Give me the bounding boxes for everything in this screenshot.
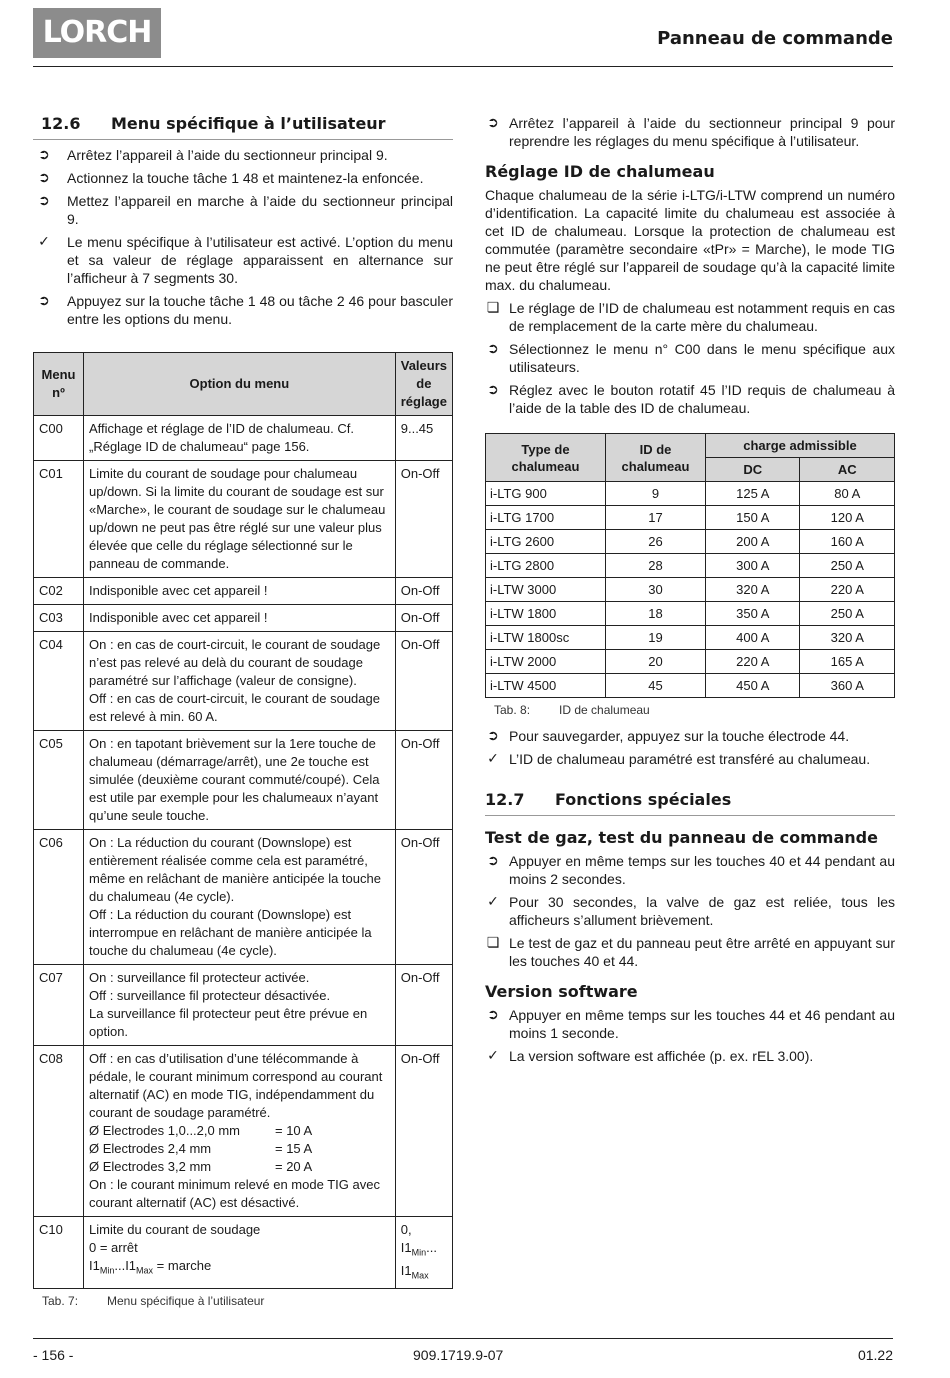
arrow-icon: ➲ — [487, 382, 499, 398]
table-row — [486, 650, 895, 674]
torch-id: 30 — [606, 578, 706, 602]
menu-value: On-Off — [395, 578, 452, 605]
header-divider — [33, 66, 893, 67]
table-row — [34, 1046, 453, 1217]
checkmark-icon: ✓ — [487, 751, 499, 767]
torch-dc: 125 A — [706, 482, 800, 506]
table-row — [486, 602, 895, 626]
table-row — [486, 506, 895, 530]
result-item — [33, 233, 453, 287]
menu-option-on: On : le courant minimum relevé en mode TIG avec courant alternatif (AC) est désactivé. — [89, 1177, 380, 1210]
instruction-text: Arrêtez l’appareil à l’aide du sectionneur principal 9 pour reprendre les réglages du menu spécifique à l’utilisateur. — [509, 115, 895, 149]
table-row — [486, 554, 895, 578]
electrode-diameter: Ø Electrodes 2,4 mm — [89, 1141, 212, 1156]
torch-id: 19 — [606, 626, 706, 650]
arrow-icon: ➲ — [487, 341, 499, 357]
menu-option: On : La réduction du courant (Downslope) est entièrement réalisée comme cela est paramétré, même en relâchant de manière anticipée la touche du chalumeau (4e cycle). — [89, 835, 381, 904]
result-text: Le menu spécifique à l’utilisateur est activé. L’option du menu et sa valeur de réglage apparaissent en alternance sur l’afficheur à 7 segments 30. — [67, 234, 453, 286]
arrow-icon: ➲ — [487, 115, 499, 131]
torch-dc: 200 A — [706, 530, 800, 554]
torch-ac: 250 A — [800, 602, 895, 626]
menu-code: C05 — [34, 731, 84, 830]
menu-value: On-Off — [395, 731, 452, 830]
torch-type: i-LTW 4500 — [486, 674, 606, 698]
electrode-diameter: Ø Electrodes 3,2 mm — [89, 1159, 212, 1174]
caption-text: Menu spécifique à l’utilisateur — [107, 1294, 265, 1309]
instruction-text: Pour sauvegarder, appuyez sur la touche électrode 44. — [509, 728, 850, 744]
left-column — [33, 114, 453, 1310]
paragraph: Chaque chalumeau de la série i-LTG/i-LTW comprend un numéro d’identification. La capacité limite du chalumeau est associée à cet ID de chalumeau. Lorsque la protection de chalumeau est commutée (paramètre secondaire «tPr» = Marche), le mode TIG ne peut être réglé sur l’appareil de soudage qu’à la capacité limite max. du chalumeau. — [485, 187, 895, 293]
result-item — [485, 893, 895, 929]
electrode-current: = 15 A — [275, 1141, 313, 1156]
electrode-row — [89, 1158, 390, 1176]
menu-code: C06 — [34, 830, 84, 965]
table-row — [34, 965, 453, 1046]
torch-type: i-LTG 900 — [486, 482, 606, 506]
electrode-row — [89, 1122, 390, 1140]
instruction-text: Réglez avec le bouton rotatif 45 l’ID requis de chalumeau à l’aide de la table des ID de chalumeau. — [509, 382, 895, 416]
electrode-current: = 10 A — [275, 1123, 313, 1138]
section-divider — [485, 815, 895, 816]
menu-code: C04 — [34, 632, 84, 731]
table-row — [34, 578, 453, 605]
torch-id: 26 — [606, 530, 706, 554]
menu-code: C08 — [34, 1046, 84, 1217]
menu-value: 0, — [400, 1222, 412, 1237]
menu-option-cell — [84, 830, 396, 965]
current-symbol: I1 — [400, 1262, 412, 1278]
menu-option: On : en tapotant brièvement sur la 1ere touche de chalumeau (démarrage/arrêt), une 2e touche est simulée (deuxième courant commuté/coupé). Cela est utile par exemple pour les chalumeaux n’ayant qu’une seule touche. — [84, 731, 396, 830]
instruction-text: Mettez l’appareil en marche à l’aide du sectionneur principal 9. — [67, 193, 453, 227]
menu-option: Affichage et réglage de l’ID de chalumeau. Cf. „Réglage ID de chalumeau“ page 156. — [84, 416, 396, 461]
result-item — [485, 1047, 895, 1065]
arrow-icon: ➲ — [38, 193, 50, 209]
current-symbol: I1 — [89, 1258, 100, 1273]
menu-option-note: La surveillance fil protecteur peut être prévue en option. — [89, 1006, 368, 1039]
torch-id: 9 — [606, 482, 706, 506]
menu-option-off: Off : surveillance fil protecteur désactivée. — [89, 988, 331, 1003]
arrow-icon: ➲ — [38, 293, 50, 309]
torch-ac: 220 A — [800, 578, 895, 602]
document-date: 01.22 — [857, 1347, 893, 1363]
torch-ac: 120 A — [800, 506, 895, 530]
menu-option: Limite du courant de soudage — [89, 1222, 261, 1237]
menu-option: Off : en cas d’utilisation d’une télécommande à pédale, le courant minimum correspond au courant alternatif (AC) en mode TIG, indépendamment du courant de soudage paramétré. — [89, 1051, 383, 1120]
menu-option: On : surveillance fil protecteur activée. — [89, 970, 310, 985]
table-row — [486, 530, 895, 554]
table-row — [486, 482, 895, 506]
arrow-icon: ➲ — [487, 853, 499, 869]
page-header-title: Panneau de commande — [657, 28, 893, 49]
instruction-text: Arrêtez l’appareil à l’aide du sectionneur principal 9. — [67, 147, 388, 163]
menu-code: C07 — [34, 965, 84, 1046]
header-torch-type: Type de chalumeau — [486, 434, 606, 482]
menu-option: Limite du courant de soudage pour chalumeau up/down. Si la limite du courant de soudage est sur «Marche», le courant de soudage sur le chalumeau up/down ne peut pas être réglé sur une valeur plus élevée que celle du réglage sélectionné sur le panneau de commande. — [84, 461, 396, 578]
footer-divider — [33, 1338, 893, 1339]
menu-option-off: Off : en cas de court-circuit, le courant de soudage est relevé à min. 60 A. — [89, 691, 380, 724]
torch-id: 45 — [606, 674, 706, 698]
menu-option-cell — [84, 1046, 396, 1217]
section-divider — [33, 139, 453, 140]
torch-type: i-LTG 1700 — [486, 506, 606, 530]
section-heading-12-7 — [485, 790, 895, 815]
torch-type: i-LTG 2600 — [486, 530, 606, 554]
torch-dc: 300 A — [706, 554, 800, 578]
torch-dc: 400 A — [706, 626, 800, 650]
menu-value: 9...45 — [395, 416, 452, 461]
menu-option: On : en cas de court-circuit, le courant de soudage n’est pas relevé au delà du courant de soudage paramétré sur l’affichage (valeur de consigne). — [89, 637, 381, 688]
note-item — [485, 299, 895, 335]
note-text: Le test de gaz et du panneau peut être arrêté en appuyant sur les touches 40 et 44. — [509, 935, 895, 969]
instruction-item — [485, 340, 895, 376]
section-number: 12.6 — [41, 114, 81, 133]
checkmark-icon: ✓ — [487, 1048, 499, 1064]
instruction-item — [33, 146, 453, 164]
table-row — [34, 731, 453, 830]
note-item — [485, 934, 895, 970]
instruction-text: Appuyer en même temps sur les touches 44 et 46 pendant au moins 1 seconde. — [509, 1007, 895, 1041]
header-dc: DC — [706, 458, 800, 482]
section-title: Fonctions spéciales — [555, 790, 732, 809]
torch-type: i-LTW 3000 — [486, 578, 606, 602]
table-row — [34, 1217, 453, 1289]
checkbox-icon: ❏ — [486, 935, 500, 951]
torch-ac: 160 A — [800, 530, 895, 554]
arrow-icon: ➲ — [487, 728, 499, 744]
table-row — [34, 632, 453, 731]
table-caption — [485, 698, 895, 719]
section-title: Menu spécifique à l’utilisateur — [111, 114, 386, 133]
section-heading-12-6 — [33, 114, 453, 139]
menu-option-cell — [84, 965, 396, 1046]
torch-id-table — [485, 433, 895, 698]
menu-option-off: Off : La réduction du courant (Downslope) est interrompue en relâchant de manière anticipée la touche du chalumeau (4e cycle). — [89, 907, 372, 958]
subheading-gas-test: Test de gaz, test du panneau de commande — [485, 828, 878, 847]
torch-ac: 250 A — [800, 554, 895, 578]
current-subscript: Min — [411, 1247, 427, 1258]
torch-dc: 450 A — [706, 674, 800, 698]
torch-ac: 360 A — [800, 674, 895, 698]
arrow-icon: ➲ — [38, 147, 50, 163]
subheading-torch-id: Réglage ID de chalumeau — [485, 162, 715, 181]
menu-option: Indisponible avec cet appareil ! — [84, 605, 396, 632]
note-text: Le réglage de l’ID de chalumeau est notamment requis en cas de remplacement de la carte mère du chalumeau. — [509, 300, 895, 334]
menu-value — [401, 1262, 447, 1285]
menu-value: On-Off — [395, 965, 452, 1046]
torch-ac: 165 A — [800, 650, 895, 674]
instruction-item — [485, 1006, 895, 1042]
instruction-item — [33, 169, 453, 187]
menu-code: C10 — [34, 1217, 84, 1289]
instruction-text: Appuyez sur la touche tâche 1 48 ou tâche 2 46 pour basculer entre les options du menu. — [67, 293, 453, 327]
current-subscript: Max — [136, 1265, 154, 1276]
table-row — [34, 830, 453, 965]
menu-code: C01 — [34, 461, 84, 578]
page-number: - 156 - — [33, 1347, 74, 1363]
lorch-logo: LORCH — [33, 8, 161, 58]
user-menu-table — [33, 352, 453, 1289]
header-setting-values: Valeurs de réglage — [395, 353, 452, 416]
torch-dc: 150 A — [706, 506, 800, 530]
header-ac: AC — [800, 458, 895, 482]
table-row — [34, 605, 453, 632]
header-torch-id: ID de chalumeau — [606, 434, 706, 482]
menu-code: C03 — [34, 605, 84, 632]
menu-option-cell — [84, 632, 396, 731]
result-text: Pour 30 secondes, la valve de gaz est reliée, tous les afficheurs s’allument brièvement. — [509, 894, 895, 928]
instruction-text: Appuyer en même temps sur les touches 40 et 44 pendant au moins 2 secondes. — [509, 853, 895, 887]
table-row — [486, 674, 895, 698]
torch-id: 17 — [606, 506, 706, 530]
torch-dc: 350 A — [706, 602, 800, 626]
current-label: = marche — [153, 1258, 212, 1273]
ellipsis: ... — [426, 1240, 437, 1255]
electrode-row — [89, 1140, 390, 1158]
torch-dc: 220 A — [706, 650, 800, 674]
current-symbol: ...I1 — [114, 1258, 137, 1273]
table-caption — [33, 1289, 453, 1310]
right-column — [485, 114, 895, 1070]
checkmark-icon: ✓ — [38, 234, 50, 250]
checkbox-icon: ❏ — [486, 300, 500, 316]
current-symbol: I1 — [400, 1240, 412, 1255]
menu-value: On-Off — [395, 632, 452, 731]
menu-option: Indisponible avec cet appareil ! — [84, 578, 396, 605]
result-item — [485, 750, 895, 768]
section-number: 12.7 — [485, 790, 525, 809]
document-number: 909.1719.9-07 — [413, 1347, 504, 1363]
table-row — [34, 416, 453, 461]
menu-option-off: 0 = arrêt — [89, 1240, 138, 1255]
torch-id: 28 — [606, 554, 706, 578]
caption-text: ID de chalumeau — [559, 703, 650, 717]
table-row — [34, 461, 453, 578]
menu-value: On-Off — [395, 1046, 452, 1217]
subheading-software-version: Version software — [485, 982, 638, 1001]
electrode-current: = 20 A — [275, 1159, 313, 1174]
table-header-row — [34, 353, 453, 416]
torch-id: 20 — [606, 650, 706, 674]
caption-label: Tab. 7: — [42, 1294, 79, 1309]
header-menu-no: Menu nº — [34, 353, 84, 416]
header-allowed-load: charge admissible — [706, 434, 895, 458]
menu-value — [401, 1239, 447, 1262]
menu-option-on — [89, 1257, 390, 1280]
current-subscript: Min — [99, 1265, 115, 1276]
torch-ac: 80 A — [800, 482, 895, 506]
instruction-item — [485, 852, 895, 888]
menu-code: C02 — [34, 578, 84, 605]
instruction-item — [485, 381, 895, 417]
menu-option-cell — [84, 1217, 396, 1289]
table-row — [486, 578, 895, 602]
checkmark-icon: ✓ — [487, 894, 499, 910]
table-row — [486, 626, 895, 650]
torch-type: i-LTW 2000 — [486, 650, 606, 674]
instruction-text: Sélectionnez le menu n° C00 dans le menu spécifique aux utilisateurs. — [509, 341, 895, 375]
torch-id: 18 — [606, 602, 706, 626]
torch-ac: 320 A — [800, 626, 895, 650]
instruction-text: Actionnez la touche tâche 1 48 et maintenez-la enfoncée. — [67, 170, 424, 186]
torch-type: i-LTW 1800 — [486, 602, 606, 626]
instruction-item — [485, 114, 895, 150]
menu-value: On-Off — [395, 461, 452, 578]
instruction-item — [33, 292, 453, 328]
header-menu-option: Option du menu — [84, 353, 396, 416]
menu-value: On-Off — [395, 830, 452, 965]
instruction-item — [33, 192, 453, 228]
table-header-row — [486, 434, 895, 458]
instruction-item — [485, 727, 895, 745]
menu-value: On-Off — [395, 605, 452, 632]
menu-value-cell — [395, 1217, 452, 1289]
arrow-icon: ➲ — [487, 1007, 499, 1023]
current-subscript: Max — [411, 1270, 429, 1281]
caption-label: Tab. 8: — [494, 703, 531, 717]
arrow-icon: ➲ — [38, 170, 50, 186]
result-text: La version software est affichée (p. ex. rEL 3.00). — [509, 1048, 814, 1064]
electrode-diameter: Ø Electrodes 1,0...2,0 mm — [89, 1123, 241, 1138]
torch-type: i-LTG 2800 — [486, 554, 606, 578]
result-text: L’ID de chalumeau paramétré est transféré au chalumeau. — [509, 751, 871, 767]
menu-code: C00 — [34, 416, 84, 461]
torch-type: i-LTW 1800sc — [486, 626, 606, 650]
torch-dc: 320 A — [706, 578, 800, 602]
